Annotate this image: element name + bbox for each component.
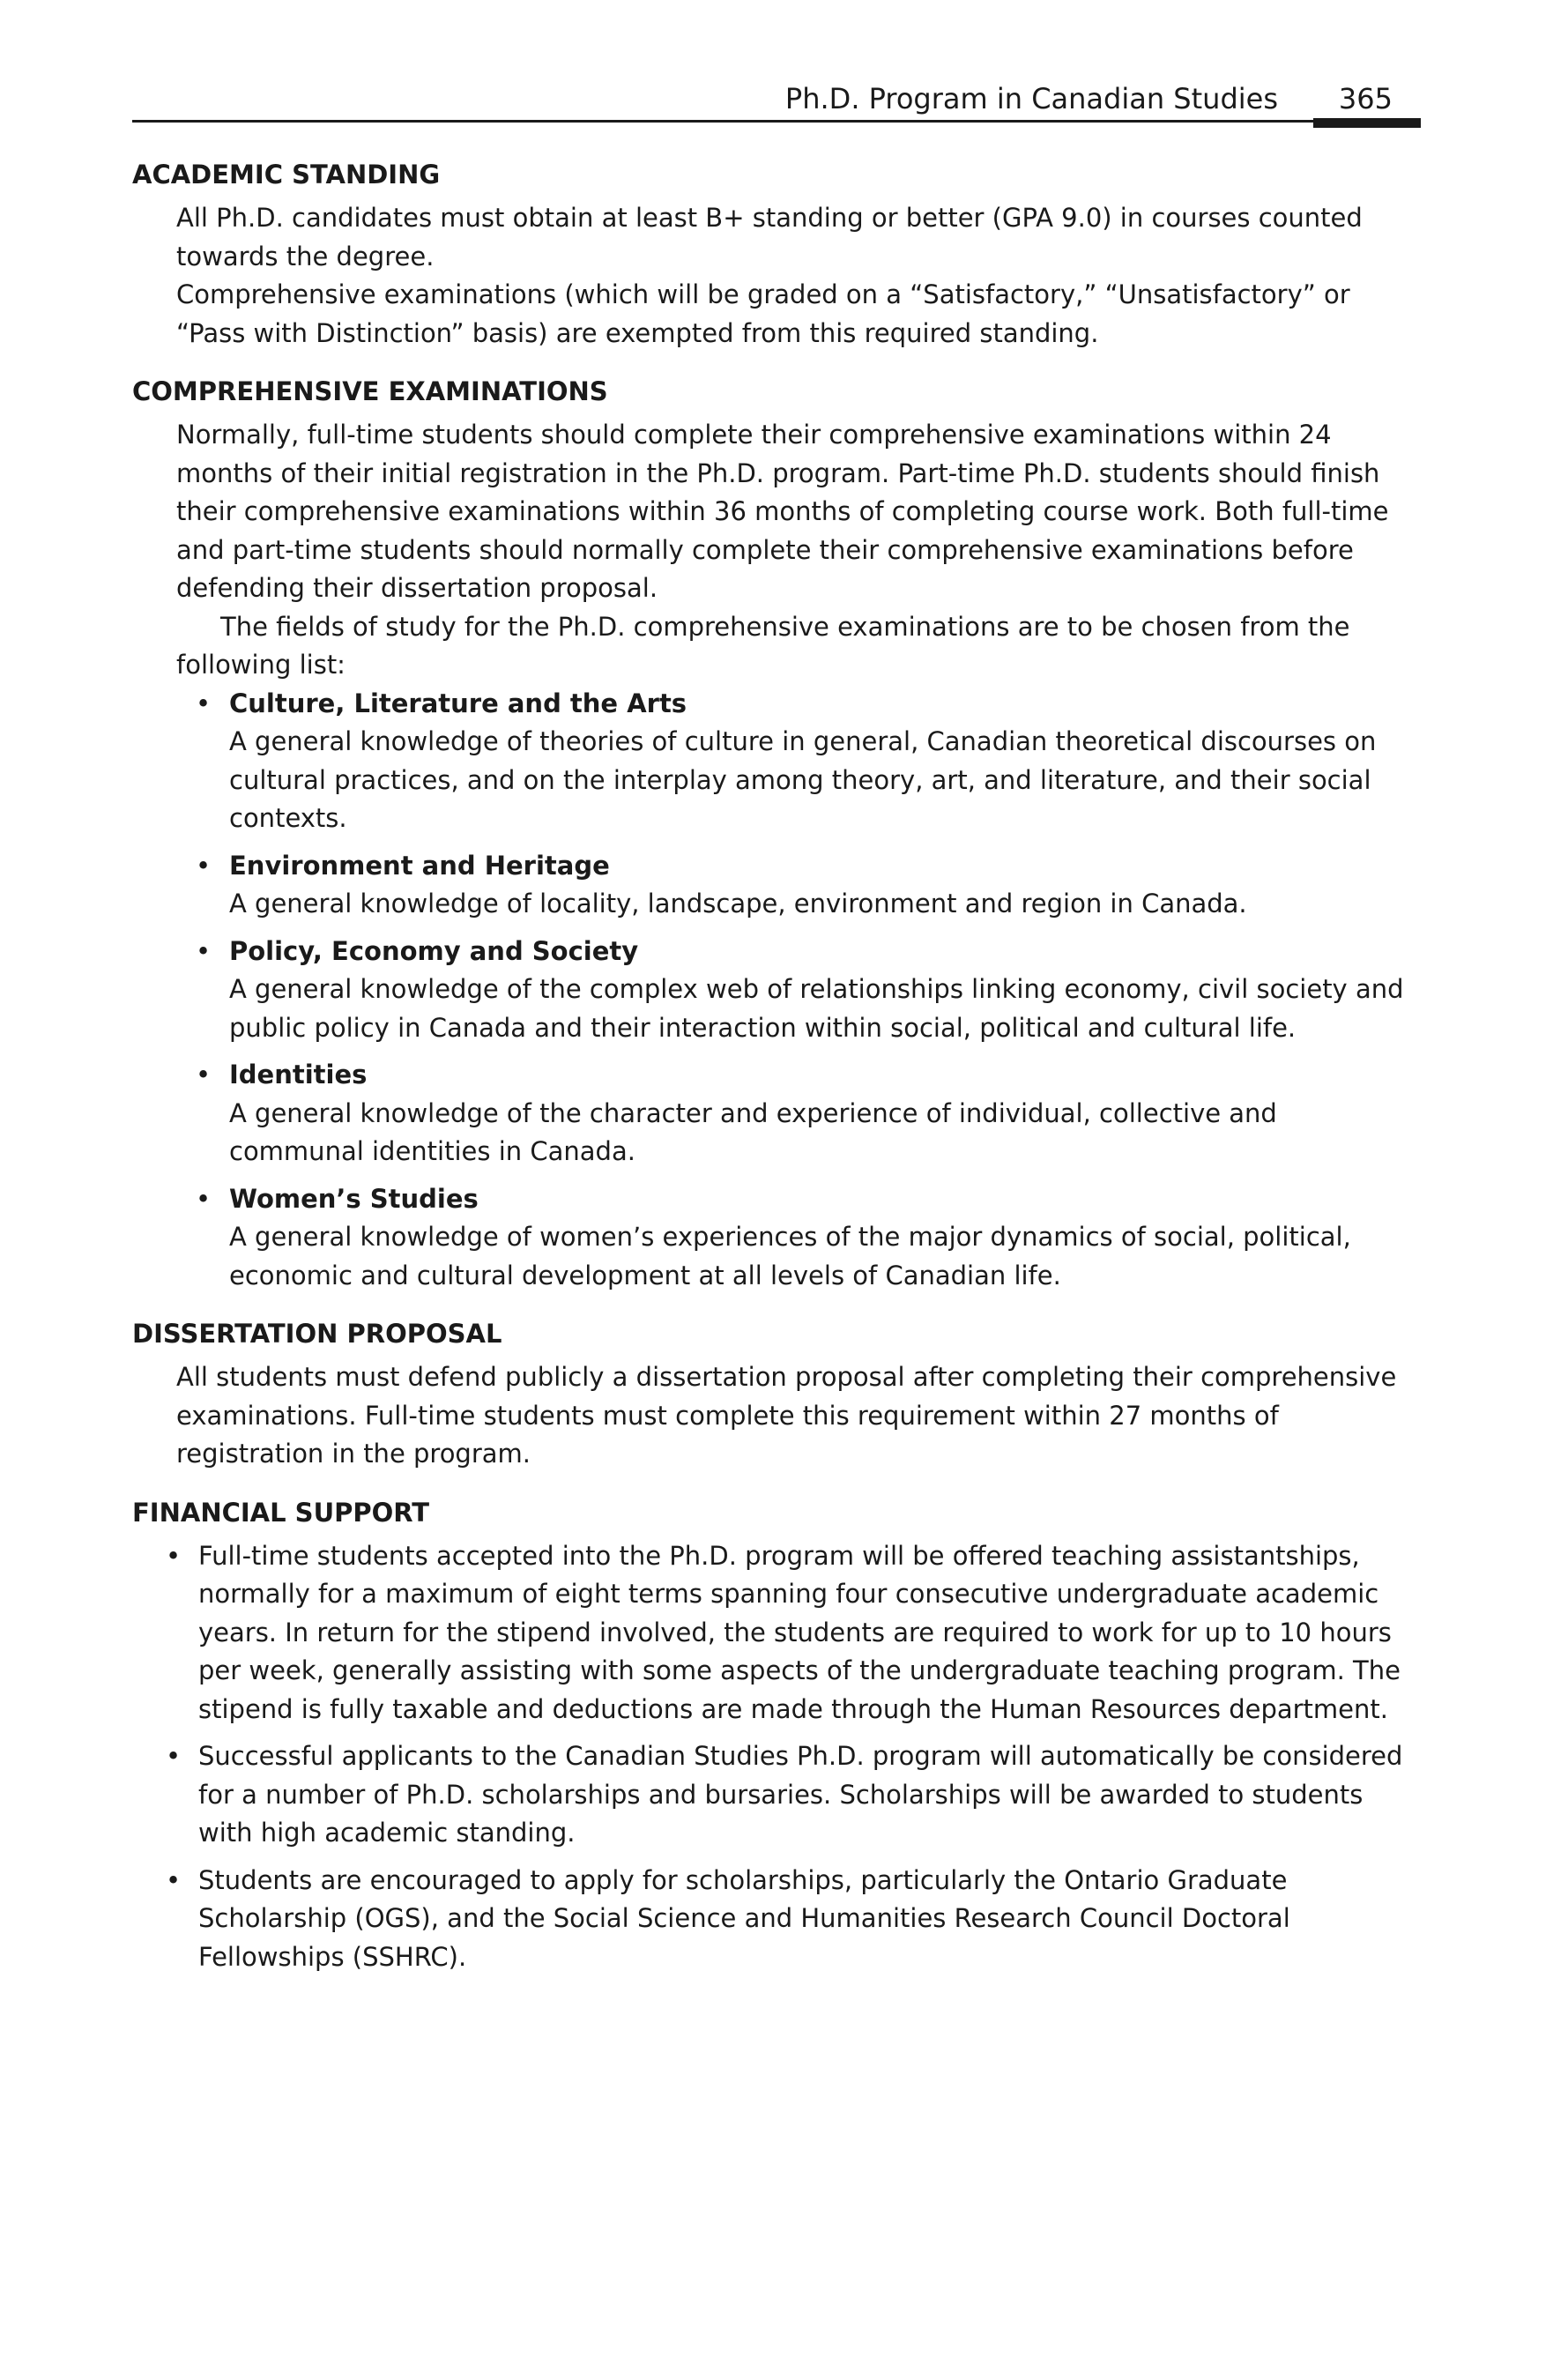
paragraph: The fields of study for the Ph.D. comprehensive examinations are to be chosen from the following list: bbox=[176, 611, 1350, 680]
running-header bbox=[132, 79, 1421, 123]
section-heading: DISSERTATION PROPOSAL bbox=[132, 1319, 502, 1349]
list-item bbox=[132, 1537, 1412, 1729]
field-title: Culture, Literature and the Arts bbox=[229, 688, 687, 718]
section-heading: FINANCIAL SUPPORT bbox=[132, 1497, 430, 1528]
field-description: A general knowledge of the character and experience of individual, collective and communal identities in Canada. bbox=[229, 1097, 1277, 1166]
page-content bbox=[132, 157, 1421, 1997]
paragraph: All Ph.D. candidates must obtain at least B+ standing or better (GPA 9.0) in courses counted towards the degree. bbox=[176, 203, 1363, 271]
bullet-icon: • bbox=[196, 1060, 212, 1090]
list-item bbox=[176, 1180, 1412, 1296]
section-financial-support bbox=[132, 1495, 1421, 1977]
field-description: A general knowledge of the complex web of relationships linking economy, civil society and public policy in Canada and their interaction within social, political and cultural life. bbox=[229, 974, 1404, 1043]
list-item bbox=[176, 933, 1412, 1048]
page-number: 365 bbox=[1338, 82, 1393, 115]
field-description: A general knowledge of locality, landscape, environment and region in Canada. bbox=[229, 889, 1247, 919]
section-heading: COMPREHENSIVE EXAMINATIONS bbox=[132, 376, 608, 406]
section-dissertation-proposal bbox=[132, 1316, 1421, 1474]
list-item bbox=[176, 685, 1412, 838]
list-item bbox=[132, 1737, 1412, 1853]
header-bar bbox=[1313, 118, 1421, 128]
support-item-text: Successful applicants to the Canadian Studies Ph.D. program will automatically be considered for a number of Ph.D. scholarships and bursaries. Scholarships will be awarded to students with high academic standing. bbox=[198, 1741, 1403, 1848]
fields-of-study-list bbox=[132, 685, 1421, 1296]
running-title: Ph.D. Program in Canadian Studies bbox=[784, 82, 1278, 115]
field-description: A general knowledge of theories of culture in general, Canadian theoretical discourses on cultural practices, and on the interplay among theory, art, and literature, and their social contexts. bbox=[229, 726, 1377, 833]
support-item-text: Students are encouraged to apply for scholarships, particularly the Ontario Graduate Scholarship (OGS), and the Social Science and Humanities Research Council Doctoral Fellowships (SSHRC). bbox=[198, 1864, 1290, 1972]
bullet-icon: • bbox=[196, 1183, 212, 1214]
bullet-icon: • bbox=[166, 1741, 182, 1771]
support-item-text: Full-time students accepted into the Ph.D. program will be offered teaching assistantships, normally for a maximum of eight terms spanning four consecutive undergraduate academic years. In return for the stipend involved, the students are required to work for up to 10 hours per week, generally assisting with some aspects of the undergraduate teaching program. The stipend is fully taxable and deductions are made through the Human Resources department. bbox=[198, 1540, 1401, 1724]
field-title: Environment and Heritage bbox=[229, 850, 610, 881]
field-title: Women’s Studies bbox=[229, 1183, 479, 1214]
bullet-icon: • bbox=[196, 688, 212, 718]
section-academic-standing bbox=[132, 157, 1421, 353]
field-title: Policy, Economy and Society bbox=[229, 935, 639, 966]
list-item bbox=[176, 1056, 1412, 1171]
bullet-icon: • bbox=[196, 935, 212, 966]
field-description: A general knowledge of women’s experiences of the major dynamics of social, political, economic and cultural development at all levels of Canadian life. bbox=[229, 1222, 1351, 1290]
list-item bbox=[132, 1862, 1412, 1977]
paragraph: Normally, full-time students should complete their comprehensive examinations within 24 months of their initial registration in the Ph.D. program. Part-time Ph.D. students should finish their comprehensive examinations within 36 months of completing course work. Both full-time and part-time students should normally complete their comprehensive examinations before defending their dissertation proposal. bbox=[176, 420, 1389, 603]
section-heading: ACADEMIC STANDING bbox=[132, 160, 441, 190]
financial-support-list bbox=[132, 1537, 1421, 1977]
paragraph: Comprehensive examinations (which will be graded on a “Satisfactory,” “Unsatisfactory” or “Pass with Distinction” basis) are exempted from this required standing. bbox=[176, 279, 1350, 348]
field-title: Identities bbox=[229, 1060, 368, 1090]
bullet-icon: • bbox=[166, 1540, 182, 1571]
bullet-icon: • bbox=[196, 850, 212, 881]
header-rule bbox=[132, 120, 1313, 123]
paragraph: All students must defend publicly a dissertation proposal after completing their comprehensive examinations. Full-time students must complete this requirement within 27 months of registration in the program. bbox=[176, 1362, 1397, 1469]
list-item bbox=[176, 847, 1412, 924]
section-comprehensive-examinations bbox=[132, 374, 1421, 1295]
bullet-icon: • bbox=[166, 1864, 182, 1895]
